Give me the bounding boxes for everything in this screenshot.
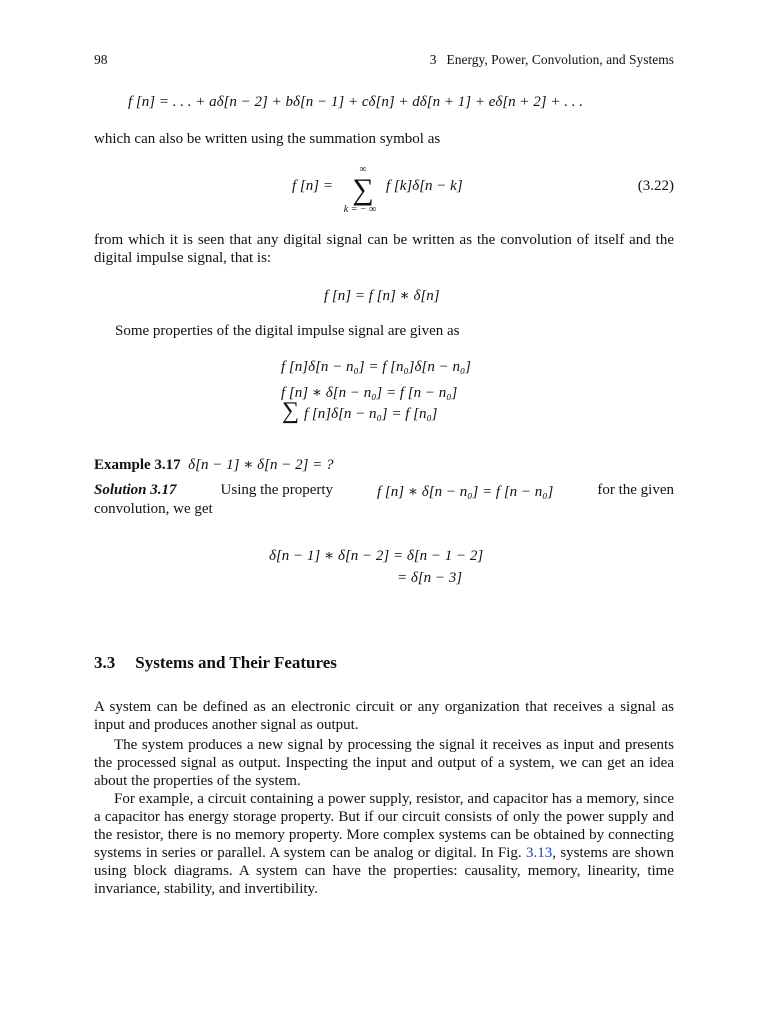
paragraph-1: A system can be defined as an electronic circuit or any organization that receives a signal as input and produces another signal as output. xyxy=(94,699,674,733)
section-heading xyxy=(94,653,337,673)
section-number: 3.3 xyxy=(94,653,116,672)
chapter-number: 3 xyxy=(429,52,437,67)
solution-line-1 xyxy=(94,482,674,501)
properties-intro-text: Some properties of the digital impulse signal are given as xyxy=(115,323,460,339)
solution-line-2: convolution, we get xyxy=(94,501,213,517)
impulse-expansion-equation: f [n] = . . . + aδ[n − 2] + bδ[n − 1] + cδ[n] + dδ[n + 1] + eδ[n + 2] + . . . xyxy=(128,94,583,110)
property-3: f [n]δ[n − n₀] = f [n₀] xyxy=(304,406,438,422)
sum-upper-limit: ∞ xyxy=(359,164,367,175)
paragraph-3 xyxy=(94,790,674,898)
section-title: Systems and Their Features xyxy=(135,653,337,672)
equation-number: (3.22) xyxy=(637,178,674,194)
summation-intro-text: which can also be written using the summation symbol as xyxy=(94,131,441,147)
solution-property-expression: f [n] ∗ δ[n − n₀] = f [n − n₀] xyxy=(377,484,554,500)
chapter-title: Energy, Power, Convolution, and Systems xyxy=(446,52,674,67)
solution-equation-line-2: = δ[n − 3] xyxy=(397,570,463,586)
eq-3-22-lhs: f [n] = xyxy=(292,178,333,194)
solution-post-text: for the given xyxy=(597,482,674,498)
solution-equation-line-1: δ[n − 1] ∗ δ[n − 2] = δ[n − 1 − 2] xyxy=(269,548,484,564)
example-label: Example 3.17 xyxy=(94,457,181,473)
paragraph-2: The system produces a new signal by processing the signal it receives as input and presents the processed signal as output. Inspecting the input and output of a system, we can get an idea about the properties of the system. xyxy=(94,737,674,789)
property-3-sum-symbol: ∑ xyxy=(282,398,300,424)
paragraph-3-text-b: , systems are shown using block diagrams. A system can have the properties: causality, memory, linearity, time invariance, stability, and invertibility. xyxy=(94,845,674,897)
sum-symbol: ∑ xyxy=(352,173,374,206)
example-3-17 xyxy=(94,455,334,474)
sum-lower-limit: k = − ∞ xyxy=(343,204,377,215)
eq-3-22-sum xyxy=(343,164,378,215)
eq-3-22-body: f [k]δ[n − k] xyxy=(386,178,463,194)
figure-link[interactable]: 3.13 xyxy=(525,845,553,861)
example-expression: δ[n − 1] ∗ δ[n − 2] = ? xyxy=(188,457,334,473)
paragraph-3-text-a: For example, a circuit containing a power supply, resistor, and capacitor has a memory, since a capacitor has energy storage property. But if our circuit consists of only the power supply and the resistor, there is no memory property. More complex systems can be obtained by connecting systems in series or parallel. A system can be analog or digital. In Fig. xyxy=(94,791,674,861)
solution-label: Solution 3.17 xyxy=(94,482,177,498)
page-number: 98 xyxy=(94,52,108,67)
property-1: f [n]δ[n − n₀] = f [n₀]δ[n − n₀] xyxy=(281,359,471,375)
page xyxy=(94,0,674,1024)
convolution-identity-equation: f [n] = f [n] ∗ δ[n] xyxy=(324,288,440,304)
solution-pre-text: Using the property xyxy=(220,482,334,498)
convolution-text: from which it is seen that any digital signal can be written as the convolution of itself and the digital impulse signal, that is: xyxy=(94,232,674,266)
property-2: f [n] ∗ δ[n − n₀] = f [n − n₀] xyxy=(281,385,458,401)
running-header xyxy=(430,52,674,68)
